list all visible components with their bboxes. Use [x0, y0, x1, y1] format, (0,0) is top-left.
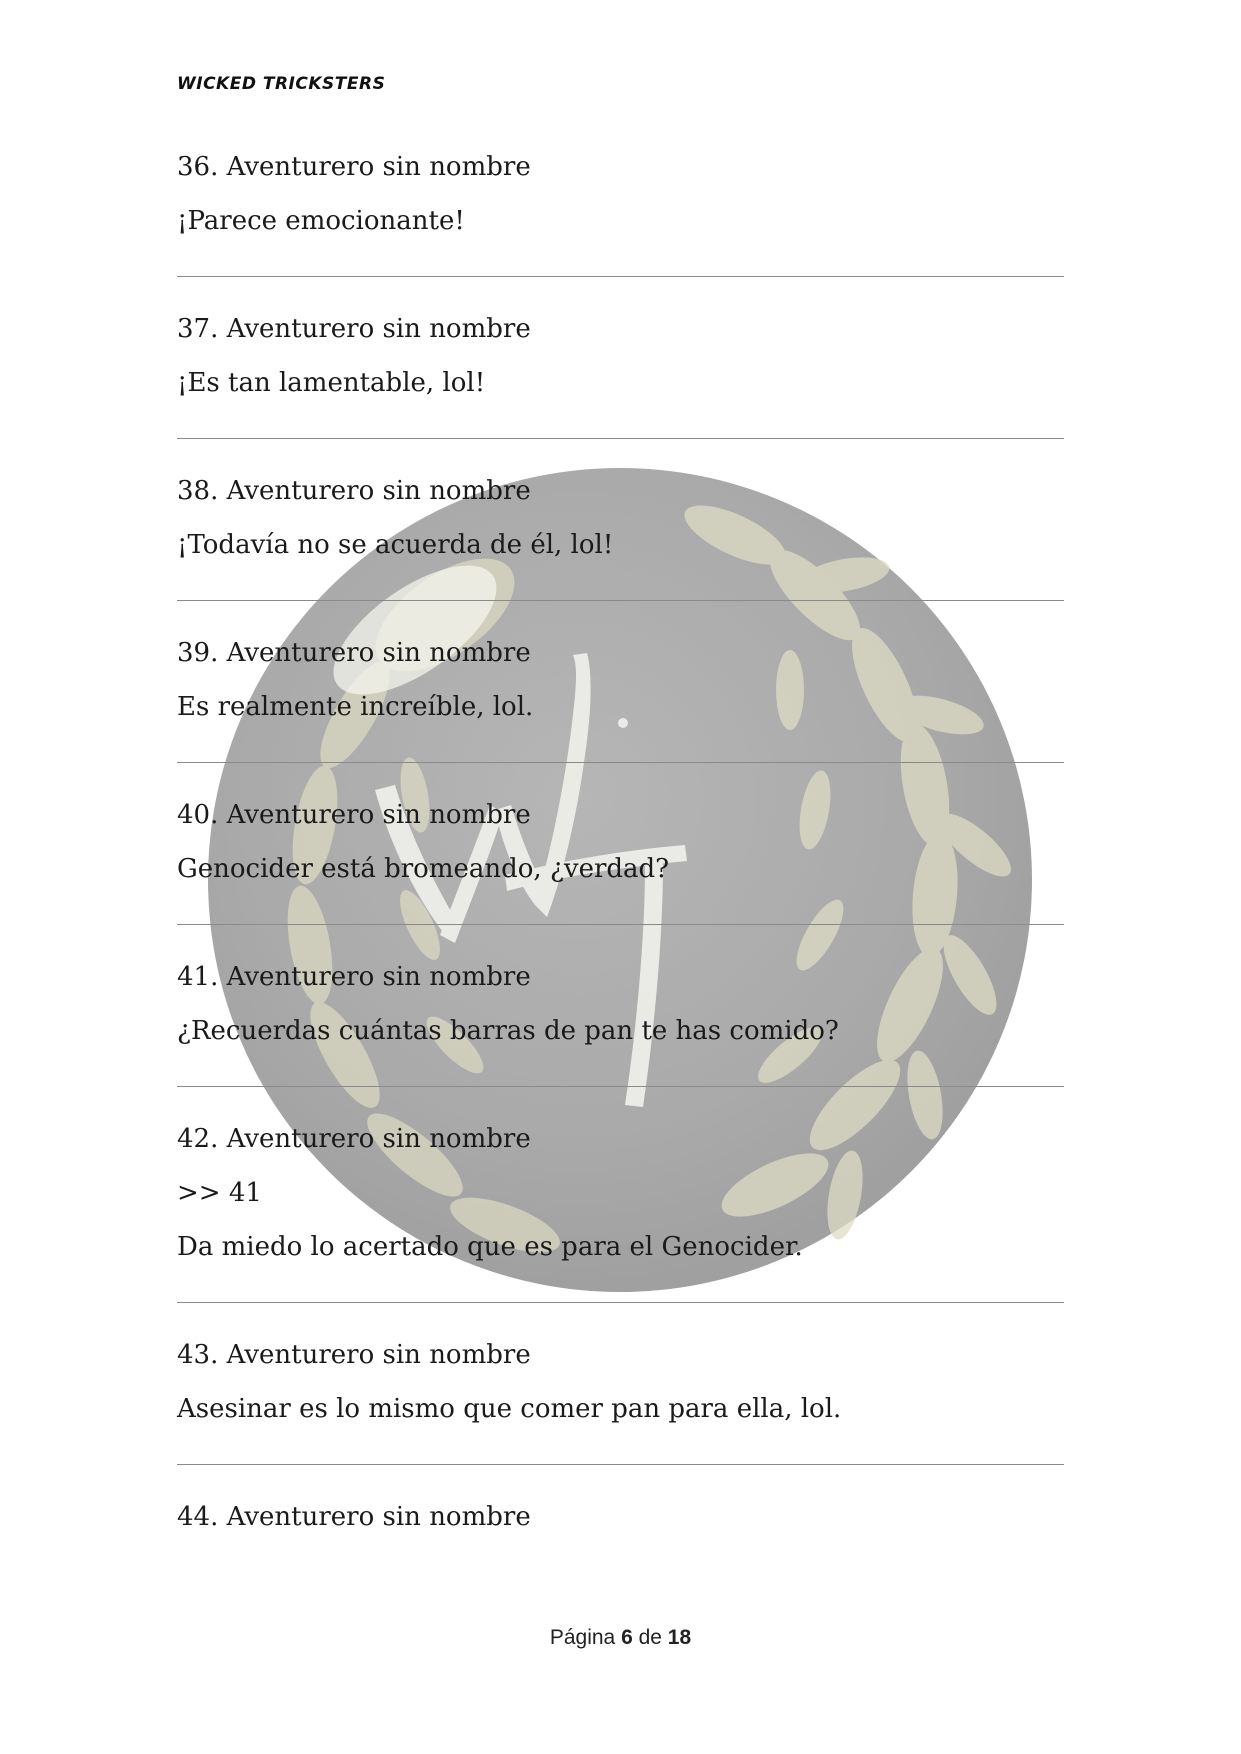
post-text: ¡Parece emocionante! [177, 206, 465, 236]
current-page-number: 6 [621, 1626, 633, 1649]
post-number: 44. [177, 1502, 219, 1532]
post-divider [177, 924, 1064, 925]
post-author: Aventurero sin nombre [226, 638, 531, 668]
post-37 [177, 302, 1064, 439]
post-43 [177, 1328, 1064, 1465]
post-40 [177, 788, 1064, 925]
post-number: 43. [177, 1340, 219, 1370]
post-text: ¡Es tan lamentable, lol! [177, 368, 486, 398]
post-author-line [177, 1328, 1064, 1382]
page-of-label: de [638, 1626, 662, 1649]
post-number: 41. [177, 962, 219, 992]
post-divider [177, 276, 1064, 277]
post-text: Genocider está bromeando, ¿verdad? [177, 854, 670, 884]
post-author: Aventurero sin nombre [226, 1502, 531, 1532]
post-author: Aventurero sin nombre [226, 800, 531, 830]
post-text: ¿Recuerdas cuántas barras de pan te has comido? [177, 1016, 839, 1046]
post-number: 38. [177, 476, 219, 506]
post-number: 40. [177, 800, 219, 830]
post-author-line [177, 1490, 1064, 1544]
post-author-line [177, 788, 1064, 842]
post-36 [177, 140, 1064, 277]
post-divider [177, 1302, 1064, 1303]
post-number: 42. [177, 1124, 219, 1154]
post-42 [177, 1112, 1064, 1303]
post-reply-reference: >> 41 [177, 1178, 262, 1208]
post-author: Aventurero sin nombre [226, 962, 531, 992]
post-text: ¡Todavía no se acuerda de él, lol! [177, 530, 614, 560]
post-author-line [177, 140, 1064, 194]
post-author-line [177, 1112, 1064, 1166]
post-44 [177, 1490, 1064, 1544]
post-text: Asesinar es lo mismo que comer pan para ella, lol. [177, 1394, 842, 1424]
post-author: Aventurero sin nombre [226, 314, 531, 344]
post-divider [177, 600, 1064, 601]
post-divider [177, 438, 1064, 439]
post-author-line [177, 302, 1064, 356]
total-page-count: 18 [667, 1626, 692, 1649]
post-author-line [177, 626, 1064, 680]
post-author-line [177, 464, 1064, 518]
post-divider [177, 1086, 1064, 1087]
post-text: Es realmente increíble, lol. [177, 692, 534, 722]
post-number: 39. [177, 638, 219, 668]
post-divider [177, 762, 1064, 763]
post-author: Aventurero sin nombre [226, 1124, 531, 1154]
post-number: 36. [177, 152, 219, 182]
page-number-footer [0, 1626, 1241, 1650]
thread-content [177, 140, 1064, 1544]
document-header-title: WICKED TRICKSTERS [177, 74, 386, 94]
post-author-line [177, 950, 1064, 1004]
post-number: 37. [177, 314, 219, 344]
post-author: Aventurero sin nombre [226, 152, 531, 182]
post-text: Da miedo lo acertado que es para el Genocider. [177, 1232, 803, 1262]
post-author: Aventurero sin nombre [226, 476, 531, 506]
post-author: Aventurero sin nombre [226, 1340, 531, 1370]
post-divider [177, 1464, 1064, 1465]
page-label: Página [549, 1626, 616, 1649]
post-39 [177, 626, 1064, 763]
post-41 [177, 950, 1064, 1087]
post-38 [177, 464, 1064, 601]
